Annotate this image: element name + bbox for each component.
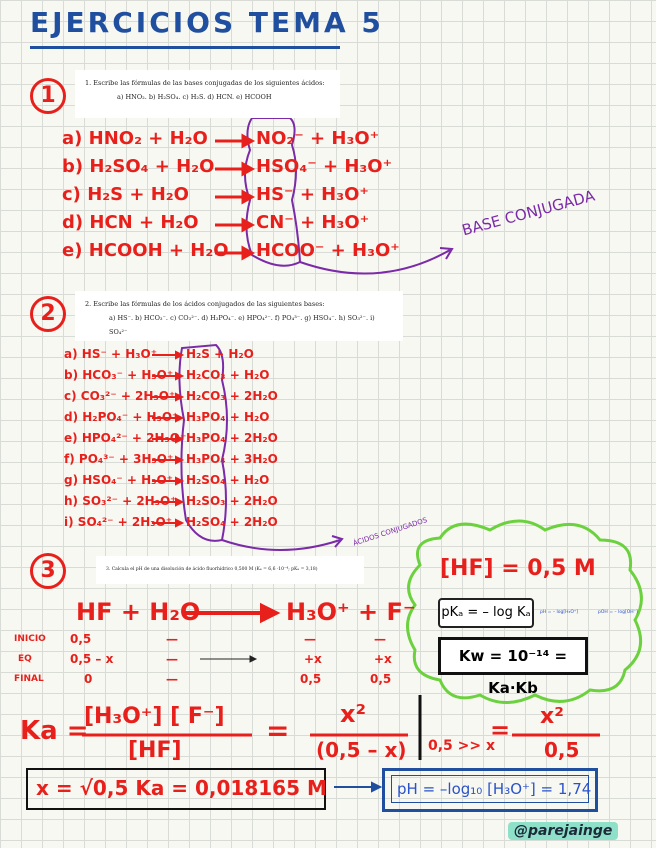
ex1-product-e: HCOO⁻ + H₃O⁺ [256, 240, 400, 261]
ex2-row-b: b) HCO₃⁻ + H₃O⁺ [64, 368, 174, 382]
ice-final-c3: 0,5 [300, 672, 322, 686]
ex2-product-c: H₂CO₃ + 2H₂O [186, 389, 278, 403]
ex2-product-b: H₂CO₃ + H₂O [186, 368, 270, 382]
ex1-annotation-base-conjugada: BASE CONJUGADA [460, 186, 597, 240]
ph-result-box [382, 768, 598, 812]
ph-note: pH = – log[H₃O⁺] [540, 610, 579, 615]
ice-eq-c1: 0,5 – x [70, 652, 114, 666]
ex2-product-i: H₂SO₄ + 2H₂O [186, 515, 278, 529]
exercise-1-statement-line2: a) HNO₂. b) H₂SO₄. c) H₂S. d) HCN. e) HCOOH [117, 93, 272, 101]
ex1-product-c: HS⁻ + H₃O⁺ [256, 184, 369, 205]
ex2-row-e: e) HPO₄²⁻ + 2H₃O⁺ [64, 431, 187, 445]
ice-final-c4: 0,5 [370, 672, 392, 686]
x2-denominator-2: 0,5 [544, 738, 580, 762]
ex1-row-a: a) HNO₂ + H₂O [62, 128, 208, 149]
x-result-text: x = √0,5 Ka = 0,018165 M [36, 776, 327, 800]
exercise-3-statement: 3. Calcula el pH de una disolución de ácido fluorhídrico 0,500 M (Kₐ = 6,6 ·10⁻⁴; pKₐ = 3,18) [96, 556, 364, 584]
ex1-product-b: HSO₄⁻ + H₃O⁺ [256, 156, 393, 177]
poh-note: pOH = – log[OH⁻] [598, 610, 638, 615]
x2-numerator-2: x² [540, 704, 564, 729]
cloud-hf-concentration: [HF] = 0,5 M [440, 556, 596, 581]
ex1-row-d: d) HCN + H₂O [62, 212, 199, 233]
pka-formula-box: pKₐ = – log Kₐ [438, 598, 534, 628]
exercise-2-statement-line2: a) HS⁻. b) HCO₃⁻. c) CO₃²⁻. d) H₂PO₄⁻. e) HPO₄²⁻. f) PO₄³⁻. g) HSO₄⁻. h) SO₃²⁻. i) SO₄²⁻ [109, 314, 375, 336]
ex1-product-a: NO₂⁻ + H₃O⁺ [256, 128, 380, 149]
ex1-row-c: c) H₂S + H₂O [62, 184, 189, 205]
ex2-product-d: H₃PO₄ + H₂O [186, 410, 270, 424]
ex2-row-a: a) HS⁻ + H₃O⁺ [64, 347, 158, 361]
approximation: 0,5 >> x [428, 738, 496, 754]
ice-eq-c2: — [166, 652, 178, 666]
ex2-product-h: H₂SO₃ + 2H₂O [186, 494, 278, 508]
ex2-annotation-acidos-conjugados: ÁCIDOS CONJUGADOS [352, 516, 429, 548]
exercise-1-number: 1 [30, 78, 66, 114]
x-result-box [26, 768, 326, 810]
ex2-product-a: H₂S + H₂O [186, 347, 254, 361]
exercise-3-number: 3 [30, 553, 66, 589]
author-watermark: @parejainge [508, 822, 618, 840]
exercise-1-statement [75, 70, 340, 118]
ice-label-final: FINAL [14, 674, 44, 684]
ice-eq-c3: +x [304, 652, 322, 666]
page-title: EJERCICIOS TEMA 5 [30, 6, 384, 39]
exercise-2-statement [75, 291, 403, 341]
ex2-product-e: H₃PO₄ + 2H₂O [186, 431, 278, 445]
ex2-row-h: h) SO₃²⁻ + 2H₃O⁺ [64, 494, 177, 508]
x2-denominator: (0,5 – x) [316, 738, 407, 762]
ka-numerator: [H₃O⁺] [ F⁻] [84, 704, 225, 729]
ice-eq-c4: +x [374, 652, 392, 666]
ice-label-eq: EQ [18, 654, 32, 664]
ex1-row-e: e) HCOOH + H₂O [62, 240, 229, 261]
x2-numerator: x² [340, 700, 366, 728]
ka-equals-1: = [266, 714, 290, 747]
ph-result-text: pH = –log₁₀ [H₃O⁺] = 1,74 [397, 780, 592, 798]
ice-inicio-c3: — [304, 632, 316, 646]
ex2-row-f: f) PO₄³⁻ + 3H₃O⁺ [64, 452, 174, 466]
ex2-row-i: i) SO₄²⁻ + 2H₃O⁺ [64, 515, 173, 529]
ice-final-c2: — [166, 672, 178, 686]
ice-final-c1: 0 [84, 672, 93, 686]
exercise-2-number: 2 [30, 296, 66, 332]
ka-lhs: Ka = [20, 716, 89, 746]
ex3-reaction-right: H₃O⁺ + F⁻ [286, 598, 416, 626]
ex3-reaction-left: HF + H₂O [76, 598, 201, 626]
ice-table [14, 634, 414, 690]
exercise-2-statement-line1: 2. Escribe las fórmulas de los ácidos conjugados de las siguientes bases: [85, 300, 325, 308]
exercise-1-statement-line1: 1. Escribe las fórmulas de las bases conjugadas de los siguientes ácidos: [85, 79, 325, 87]
ka-equals-2: = [490, 716, 511, 744]
ice-inicio-c1: 0,5 [70, 632, 92, 646]
ice-inicio-c2: — [166, 632, 178, 646]
ex2-row-c: c) CO₃²⁻ + 2H₃O⁺ [64, 389, 176, 403]
ice-label-inicio: INICIO [14, 634, 46, 644]
ex2-row-g: g) HSO₄⁻ + H₃O⁺ [64, 473, 173, 487]
ex2-row-d: d) H₂PO₄⁻ + H₃O⁺ [64, 410, 179, 424]
kw-formula-box: Kw = 10⁻¹⁴ = Ka·Kb [438, 637, 588, 675]
ice-inicio-c4: — [374, 632, 386, 646]
ka-denominator: [HF] [128, 738, 182, 763]
ex2-product-f: H₃PO₄ + 3H₂O [186, 452, 278, 466]
ex1-product-d: CN⁻ + H₃O⁺ [256, 212, 370, 233]
ex1-row-b: b) H₂SO₄ + H₂O [62, 156, 215, 177]
ex2-product-g: H₂SO₄ + H₂O [186, 473, 270, 487]
